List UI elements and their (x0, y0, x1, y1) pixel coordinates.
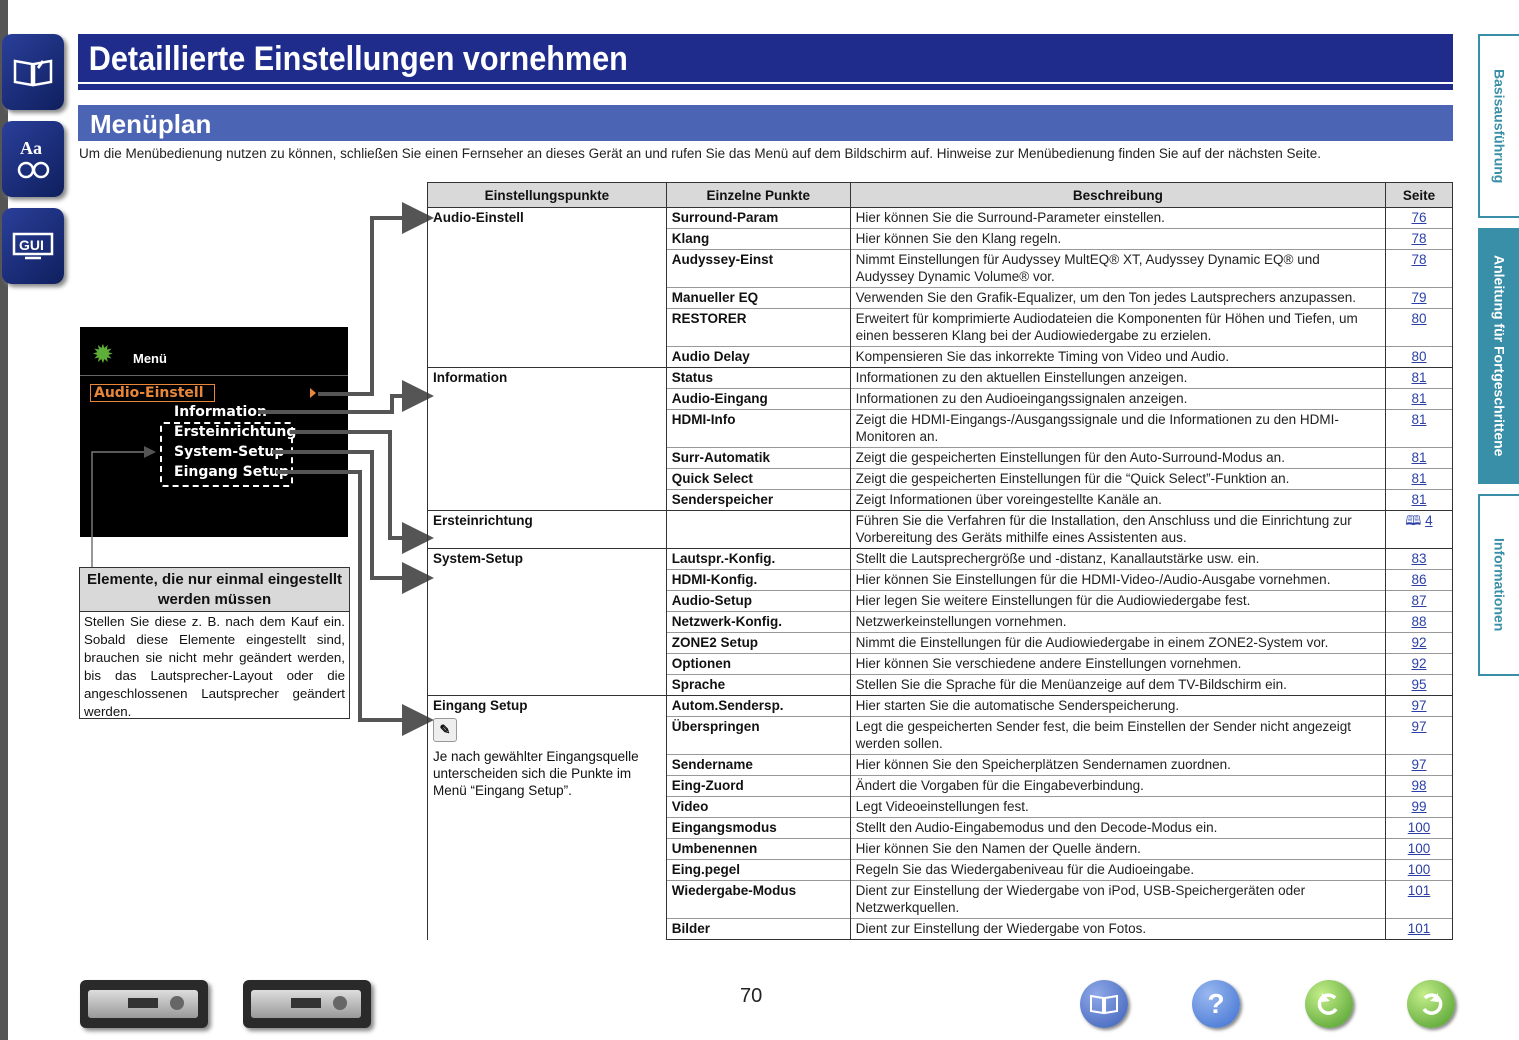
page-link[interactable]: 4 (1425, 513, 1433, 528)
table-header-row (428, 183, 1453, 208)
description-cell: Verwenden Sie den Grafik-Equalizer, um den Ton jedes Lautsprechers anzupassen. (850, 288, 1385, 309)
page-link[interactable]: 83 (1411, 551, 1427, 566)
menu-item-audio-einstell[interactable]: Audio-Einstell (90, 384, 215, 402)
item-cell: Audyssey-Einst (666, 250, 850, 288)
tab-label: Basisausführung (1491, 68, 1508, 184)
description-cell: Zeigt die HDMI-Eingangs-/Ausgangssignale und die Informationen zu den HDMI-Monitoren an. (850, 410, 1385, 448)
page-link[interactable]: 79 (1411, 290, 1427, 305)
page-cell (1386, 797, 1453, 818)
page-link[interactable]: 76 (1411, 210, 1427, 225)
table-row (428, 368, 1453, 389)
description-cell: Informationen zu den aktuellen Einstellungen anzeigen. (850, 368, 1385, 389)
page-link[interactable]: 81 (1411, 471, 1427, 486)
item-cell: Audio-Setup (666, 591, 850, 612)
intro-text: Um die Menübedienung nutzen zu können, schließen Sie einen Fernseher an dieses Gerät an und rufen Sie das Menü auf dem Bildschirm auf. Hinweise zur Menübedienung finden Sie auf der nächsten Seite. (79, 146, 1322, 161)
column-header: Beschreibung (850, 183, 1385, 208)
item-cell: Eing.pegel (666, 860, 850, 881)
once-settings-text: Stellen Sie diese z. B. nach dem Kauf ein. Sobald diese Elemente eingestellt sind, brauchen sie nicht mehr geändert werden, bis das Lautsprecher-Layout oder die angeschlossenen Lautsprecher geändert werden. (84, 614, 345, 719)
svg-text:GUI: GUI (19, 237, 44, 253)
description-cell: Stellt den Audio-Eingabemodus und den Decode-Modus ein. (850, 818, 1385, 839)
page-link[interactable]: 78 (1411, 252, 1427, 267)
table-row (428, 208, 1453, 229)
page-cell (1386, 860, 1453, 881)
page-link[interactable]: 97 (1411, 757, 1427, 772)
page-cell (1386, 448, 1453, 469)
group-name: Audio-Einstell (433, 210, 524, 225)
page-cell (1386, 654, 1453, 675)
page-cell (1386, 368, 1453, 389)
page-link[interactable]: 81 (1411, 450, 1427, 465)
description-cell: Legt die gespeicherten Sender fest, die beim Einstellen der Sender nicht angezeigt werden sollen. (850, 717, 1385, 755)
svg-text:Aa: Aa (20, 138, 42, 158)
back-icon (1314, 989, 1344, 1019)
item-cell: Audio-Eingang (666, 389, 850, 410)
description-cell: Nimmt die Einstellungen für die Audiowiedergabe in einem ZONE2-System vor. (850, 633, 1385, 654)
forward-icon (1416, 989, 1446, 1019)
page-cell (1386, 229, 1453, 250)
description-cell: Zeigt die gespeicherten Einstellungen für den Auto-Surround-Modus an. (850, 448, 1385, 469)
page-cell (1386, 490, 1453, 511)
item-cell: Autom.Sendersp. (666, 696, 850, 717)
description-cell: Hier starten Sie die automatische Senderspeicherung. (850, 696, 1385, 717)
section-title: Menüplan (90, 109, 212, 139)
page-link[interactable]: 97 (1411, 719, 1427, 734)
page-cell (1386, 591, 1453, 612)
tab-label: Anleitung für Fortgeschrittene (1491, 255, 1508, 457)
page-cell (1386, 288, 1453, 309)
item-cell: Quick Select (666, 469, 850, 490)
description-cell: Dient zur Einstellung der Wiedergabe von Fotos. (850, 919, 1385, 940)
group-note: Je nach gewählter Eingangsquelle unterscheiden sich die Punkte im Menü “Eingang Setup”. (433, 749, 639, 798)
menu-header-label: Menü (133, 351, 167, 366)
group-cell (428, 549, 667, 696)
description-cell: Hier legen Sie weitere Einstellungen für die Audiowiedergabe fest. (850, 591, 1385, 612)
page-link[interactable]: 98 (1411, 778, 1427, 793)
item-cell: Sendername (666, 755, 850, 776)
item-cell: Status (666, 368, 850, 389)
description-cell: Dient zur Einstellung der Wiedergabe von iPod, USB-Speichergeräten oder Netzwerkquellen. (850, 881, 1385, 919)
page-cell (1386, 717, 1453, 755)
page-link[interactable]: 92 (1411, 635, 1427, 650)
book-icon (1089, 993, 1119, 1015)
item-cell: Überspringen (666, 717, 850, 755)
table-row (428, 511, 1453, 549)
description-cell: Hier können Sie den Speicherplätzen Sendernamen zuordnen. (850, 755, 1385, 776)
description-cell: Stellt die Lautsprechergröße und -distanz, Kanallautstärke usw. ein. (850, 549, 1385, 570)
menu-table (427, 182, 1453, 940)
page-link[interactable]: 95 (1411, 677, 1427, 692)
help-icon: ? (1207, 988, 1225, 1019)
page-link[interactable]: 92 (1411, 656, 1427, 671)
page-link[interactable]: 100 (1407, 841, 1431, 856)
description-cell: Hier können Sie die Surround-Parameter einstellen. (850, 208, 1385, 229)
description-cell: Erweitert für komprimierte Audiodateien die Komponenten für Höhen und Tiefen, um einen besseren Klang bei der Audiowiedergabe zu erzielen. (850, 309, 1385, 347)
page-link[interactable]: 101 (1407, 921, 1431, 936)
description-cell: Hier können Sie den Klang regeln. (850, 229, 1385, 250)
page-cell (1386, 309, 1453, 347)
item-cell: Eing-Zuord (666, 776, 850, 797)
page-link[interactable]: 101 (1407, 883, 1431, 898)
item-cell: HDMI-Konfig. (666, 570, 850, 591)
item-cell: Video (666, 797, 850, 818)
menu-item-ersteinrichtung[interactable]: Ersteinrichtung (174, 424, 297, 440)
item-cell: Senderspeicher (666, 490, 850, 511)
item-cell: Wiedergabe-Modus (666, 881, 850, 919)
group-cell (428, 208, 667, 368)
page-cell (1386, 919, 1453, 940)
description-cell: Hier können Sie Einstellungen für die HDMI-Video-/Audio-Ausgabe vornehmen. (850, 570, 1385, 591)
page-cell (1386, 776, 1453, 797)
page-cell (1386, 410, 1453, 448)
page-link[interactable]: 80 (1411, 311, 1427, 326)
table-row (428, 549, 1453, 570)
gear-icon: ✹ (92, 339, 114, 369)
item-cell: Klang (666, 229, 850, 250)
group-name: Ersteinrichtung (433, 513, 533, 528)
menu-item-information[interactable]: Information (174, 404, 267, 420)
page-cell (1386, 511, 1453, 549)
group-cell (428, 511, 667, 549)
description-cell: Regeln Sie das Wiedergabeniveau für die Audioeingabe. (850, 860, 1385, 881)
item-cell: HDMI-Info (666, 410, 850, 448)
item-cell: Surr-Automatik (666, 448, 850, 469)
group-name: Eingang Setup (433, 698, 528, 713)
page-link[interactable]: 100 (1407, 820, 1431, 835)
item-cell: Umbenennen (666, 839, 850, 860)
page-link[interactable]: 81 (1411, 370, 1427, 385)
column-header: Einstellungspunkte (428, 183, 667, 208)
page-link[interactable]: 80 (1411, 349, 1427, 364)
page-link[interactable]: 81 (1411, 391, 1427, 406)
page-cell (1386, 389, 1453, 410)
receiver-rear-button[interactable] (243, 980, 371, 1028)
page-link[interactable]: 88 (1411, 614, 1427, 629)
item-cell: ZONE2 Setup (666, 633, 850, 654)
once-settings-title: Elemente, die nur einmal eingestellt werden müssen (80, 568, 349, 612)
description-cell: Hier können Sie den Namen der Quelle ändern. (850, 839, 1385, 860)
contents-button[interactable] (1080, 980, 1128, 1028)
page-cell (1386, 612, 1453, 633)
item-cell: Lautspr.-Konfig. (666, 549, 850, 570)
description-cell: Legt Videoeinstellungen fest. (850, 797, 1385, 818)
item-cell: Audio Delay (666, 347, 850, 368)
page-cell (1386, 696, 1453, 717)
description-cell: Informationen zu den Audioeingangssignalen anzeigen. (850, 389, 1385, 410)
page-link[interactable]: 99 (1411, 799, 1427, 814)
description-cell: Zeigt Informationen über voreingestellte Kanäle an. (850, 490, 1385, 511)
item-cell: Netzwerk-Konfig. (666, 612, 850, 633)
item-cell: Optionen (666, 654, 850, 675)
description-cell: Nimmt Einstellungen für Audyssey MultEQ® XT, Audyssey Dynamic EQ® und Audyssey Dynamic Volume® vor. (850, 250, 1385, 288)
description-cell: Zeigt die gespeicherten Einstellungen für die “Quick Select”-Funktion an. (850, 469, 1385, 490)
page-cell (1386, 633, 1453, 654)
page-cell (1386, 208, 1453, 229)
page-link[interactable]: 86 (1411, 572, 1427, 587)
description-cell: Netzwerkeinstellungen vornehmen. (850, 612, 1385, 633)
item-cell: Bilder (666, 919, 850, 940)
description-cell: Kompensieren Sie das inkorrekte Timing von Video und Audio. (850, 347, 1385, 368)
item-cell: Sprache (666, 675, 850, 696)
help-button[interactable] (1192, 980, 1240, 1028)
page-cell (1386, 675, 1453, 696)
pencil-icon: ✎ (433, 718, 457, 742)
description-cell: Ändert die Vorgaben für die Eingabeverbindung. (850, 776, 1385, 797)
once-settings-box (79, 567, 350, 719)
back-button[interactable] (1305, 980, 1353, 1028)
item-cell: Manueller EQ (666, 288, 850, 309)
page-cell (1386, 881, 1453, 919)
page-link[interactable]: 81 (1411, 492, 1427, 507)
receiver-front-button[interactable] (80, 980, 208, 1028)
tab-label: Informationen (1491, 538, 1508, 632)
table-row (428, 696, 1453, 717)
page-cell (1386, 549, 1453, 570)
page-link[interactable]: 81 (1411, 412, 1427, 427)
book-icon: 🕮 (1405, 513, 1426, 528)
page-cell (1386, 755, 1453, 776)
description-cell: Führen Sie die Verfahren für die Installation, den Anschluss und die Einrichtung zur Vorbereitung des Geräts mithilfe eines Assistenten aus. (850, 511, 1385, 549)
page-link[interactable]: 87 (1411, 593, 1427, 608)
description-cell: Stellen Sie die Sprache für die Menüanzeige auf dem TV-Bildschirm ein. (850, 675, 1385, 696)
group-name: System-Setup (433, 551, 524, 566)
menu-item-eingang-setup[interactable]: Eingang Setup (174, 464, 289, 480)
page-number: 70 (740, 985, 763, 1007)
group-cell (428, 696, 667, 940)
page-link[interactable]: 78 (1411, 231, 1427, 246)
group-name: Information (433, 370, 508, 385)
page-cell (1386, 570, 1453, 591)
description-cell: Hier können Sie verschiedene andere Einstellungen vornehmen. (850, 654, 1385, 675)
page-cell (1386, 250, 1453, 288)
page-link[interactable]: 97 (1411, 698, 1427, 713)
item-cell: Eingangsmodus (666, 818, 850, 839)
page-cell (1386, 469, 1453, 490)
forward-button[interactable] (1407, 980, 1455, 1028)
item-cell: RESTORER (666, 309, 850, 347)
column-header: Einzelne Punkte (666, 183, 850, 208)
page-cell (1386, 839, 1453, 860)
menu-item-system-setup[interactable]: System-Setup (174, 444, 285, 460)
page-cell (1386, 818, 1453, 839)
page-link[interactable]: 100 (1407, 862, 1431, 877)
page-title: Detaillierte Einstellungen vornehmen (88, 40, 628, 78)
item-cell (666, 511, 850, 549)
receiver-front-icon (88, 990, 198, 1018)
column-header: Seite (1386, 183, 1453, 208)
item-cell: Surround-Param (666, 208, 850, 229)
receiver-rear-icon (251, 990, 361, 1018)
group-cell (428, 368, 667, 511)
page-cell (1386, 347, 1453, 368)
